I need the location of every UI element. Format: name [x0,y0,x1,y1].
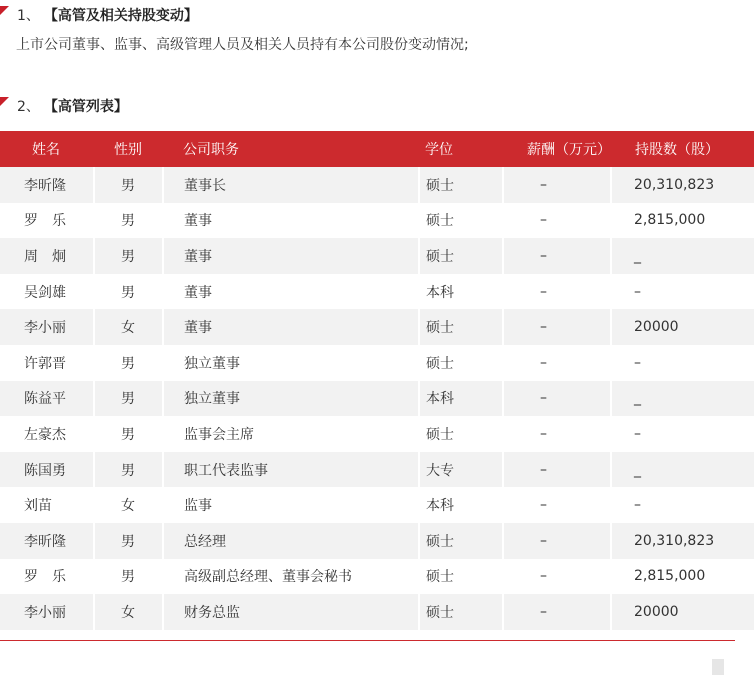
cell-position: 监事会主席 [163,416,419,452]
cell-position: 总经理 [163,523,419,559]
cell-gender: 男 [94,381,163,417]
cell-shares: _ [611,381,754,417]
cell-shares: 2,815,000 [611,559,754,595]
cell-salary: – [503,274,611,310]
section-1-heading [0,4,198,26]
cell-position: 高级副总经理、董事会秘书 [163,559,419,595]
section-2-title: 【高管列表】 [43,99,128,115]
cell-position: 董事长 [163,167,419,203]
cell-gender: 男 [94,238,163,274]
bottom-divider [0,640,735,641]
cell-degree: 本科 [419,274,503,310]
cell-shares: 2,815,000 [611,203,754,239]
cell-shares: – [611,274,754,310]
cell-name: 许郭晋 [0,345,94,381]
cell-name: 陈益平 [0,381,94,417]
cell-name: 吴剑雄 [0,274,94,310]
cell-position: 董事 [163,238,419,274]
cell-shares: 20000 [611,594,754,630]
cell-gender: 男 [94,274,163,310]
cell-salary: – [503,523,611,559]
cell-gender: 女 [94,594,163,630]
header-shares: 持股数（股） [635,142,719,158]
cell-degree: 硕士 [419,309,503,345]
cell-salary: – [503,167,611,203]
cell-degree: 硕士 [419,559,503,595]
table-row [0,345,754,381]
cell-position: 董事 [163,203,419,239]
cell-shares: 20,310,823 [611,167,754,203]
cell-position: 职工代表监事 [163,452,419,488]
table-row [0,309,754,345]
cell-degree: 硕士 [419,203,503,239]
cell-salary: – [503,381,611,417]
section-2-number: 2、 [17,99,40,115]
cell-degree: 硕士 [419,238,503,274]
cell-name: 陈国勇 [0,452,94,488]
section-1-title: 【高管及相关持股变动】 [43,8,198,24]
cell-name: 周 炯 [0,238,94,274]
cell-name: 李小丽 [0,594,94,630]
header-position: 公司职务 [183,142,239,158]
table-row [0,416,754,452]
cell-name: 李小丽 [0,309,94,345]
cell-degree: 硕士 [419,523,503,559]
table-row [0,487,754,523]
table-header-row [0,131,754,167]
cell-name: 李昕隆 [0,167,94,203]
cell-shares: – [611,416,754,452]
cell-shares: _ [611,452,754,488]
cell-shares: – [611,345,754,381]
cell-salary: – [503,416,611,452]
cell-salary: – [503,203,611,239]
red-corner-icon [0,6,9,15]
header-degree: 学位 [425,142,453,158]
cell-degree: 硕士 [419,416,503,452]
cell-position: 独立董事 [163,345,419,381]
table-row [0,381,754,417]
cell-salary: – [503,309,611,345]
table-row [0,559,754,595]
red-corner-icon [0,97,9,106]
cell-gender: 男 [94,559,163,595]
cell-shares: 20000 [611,309,754,345]
cell-position: 监事 [163,487,419,523]
cell-salary: – [503,238,611,274]
cell-shares: – [611,487,754,523]
cell-degree: 本科 [419,487,503,523]
cell-shares: _ [611,238,754,274]
cell-gender: 男 [94,523,163,559]
cell-position: 财务总监 [163,594,419,630]
cell-name: 罗 乐 [0,559,94,595]
cell-degree: 大专 [419,452,503,488]
cell-degree: 硕士 [419,345,503,381]
cell-salary: – [503,452,611,488]
cell-position: 董事 [163,274,419,310]
cell-salary: – [503,345,611,381]
cell-position: 独立董事 [163,381,419,417]
cell-gender: 男 [94,452,163,488]
scrollbar-thumb[interactable] [712,659,724,675]
header-name: 姓名 [32,142,60,158]
cell-shares: 20,310,823 [611,523,754,559]
cell-salary: – [503,594,611,630]
header-salary: 薪酬（万元） [527,142,611,158]
section-1-number: 1、 [17,8,40,24]
table-row [0,523,754,559]
cell-position: 董事 [163,309,419,345]
table-row [0,238,754,274]
cell-gender: 男 [94,345,163,381]
cell-degree: 硕士 [419,167,503,203]
cell-name: 罗 乐 [0,203,94,239]
table-body [0,167,754,630]
table-row [0,274,754,310]
cell-gender: 女 [94,487,163,523]
cell-degree: 硕士 [419,594,503,630]
section-2-heading [0,95,128,117]
cell-gender: 男 [94,203,163,239]
table-row [0,203,754,239]
table-row [0,594,754,630]
section-1-description: 上市公司董事、监事、高级管理人员及相关人员持有本公司股份变动情况; [16,37,469,53]
table-row [0,167,754,203]
cell-name: 刘苗 [0,487,94,523]
cell-salary: – [503,487,611,523]
table-row [0,452,754,488]
cell-degree: 本科 [419,381,503,417]
header-gender: 性别 [114,142,142,158]
cell-salary: – [503,559,611,595]
cell-gender: 男 [94,167,163,203]
cell-gender: 女 [94,309,163,345]
cell-name: 左豪杰 [0,416,94,452]
executive-table [0,131,754,630]
cell-name: 李昕隆 [0,523,94,559]
cell-gender: 男 [94,416,163,452]
